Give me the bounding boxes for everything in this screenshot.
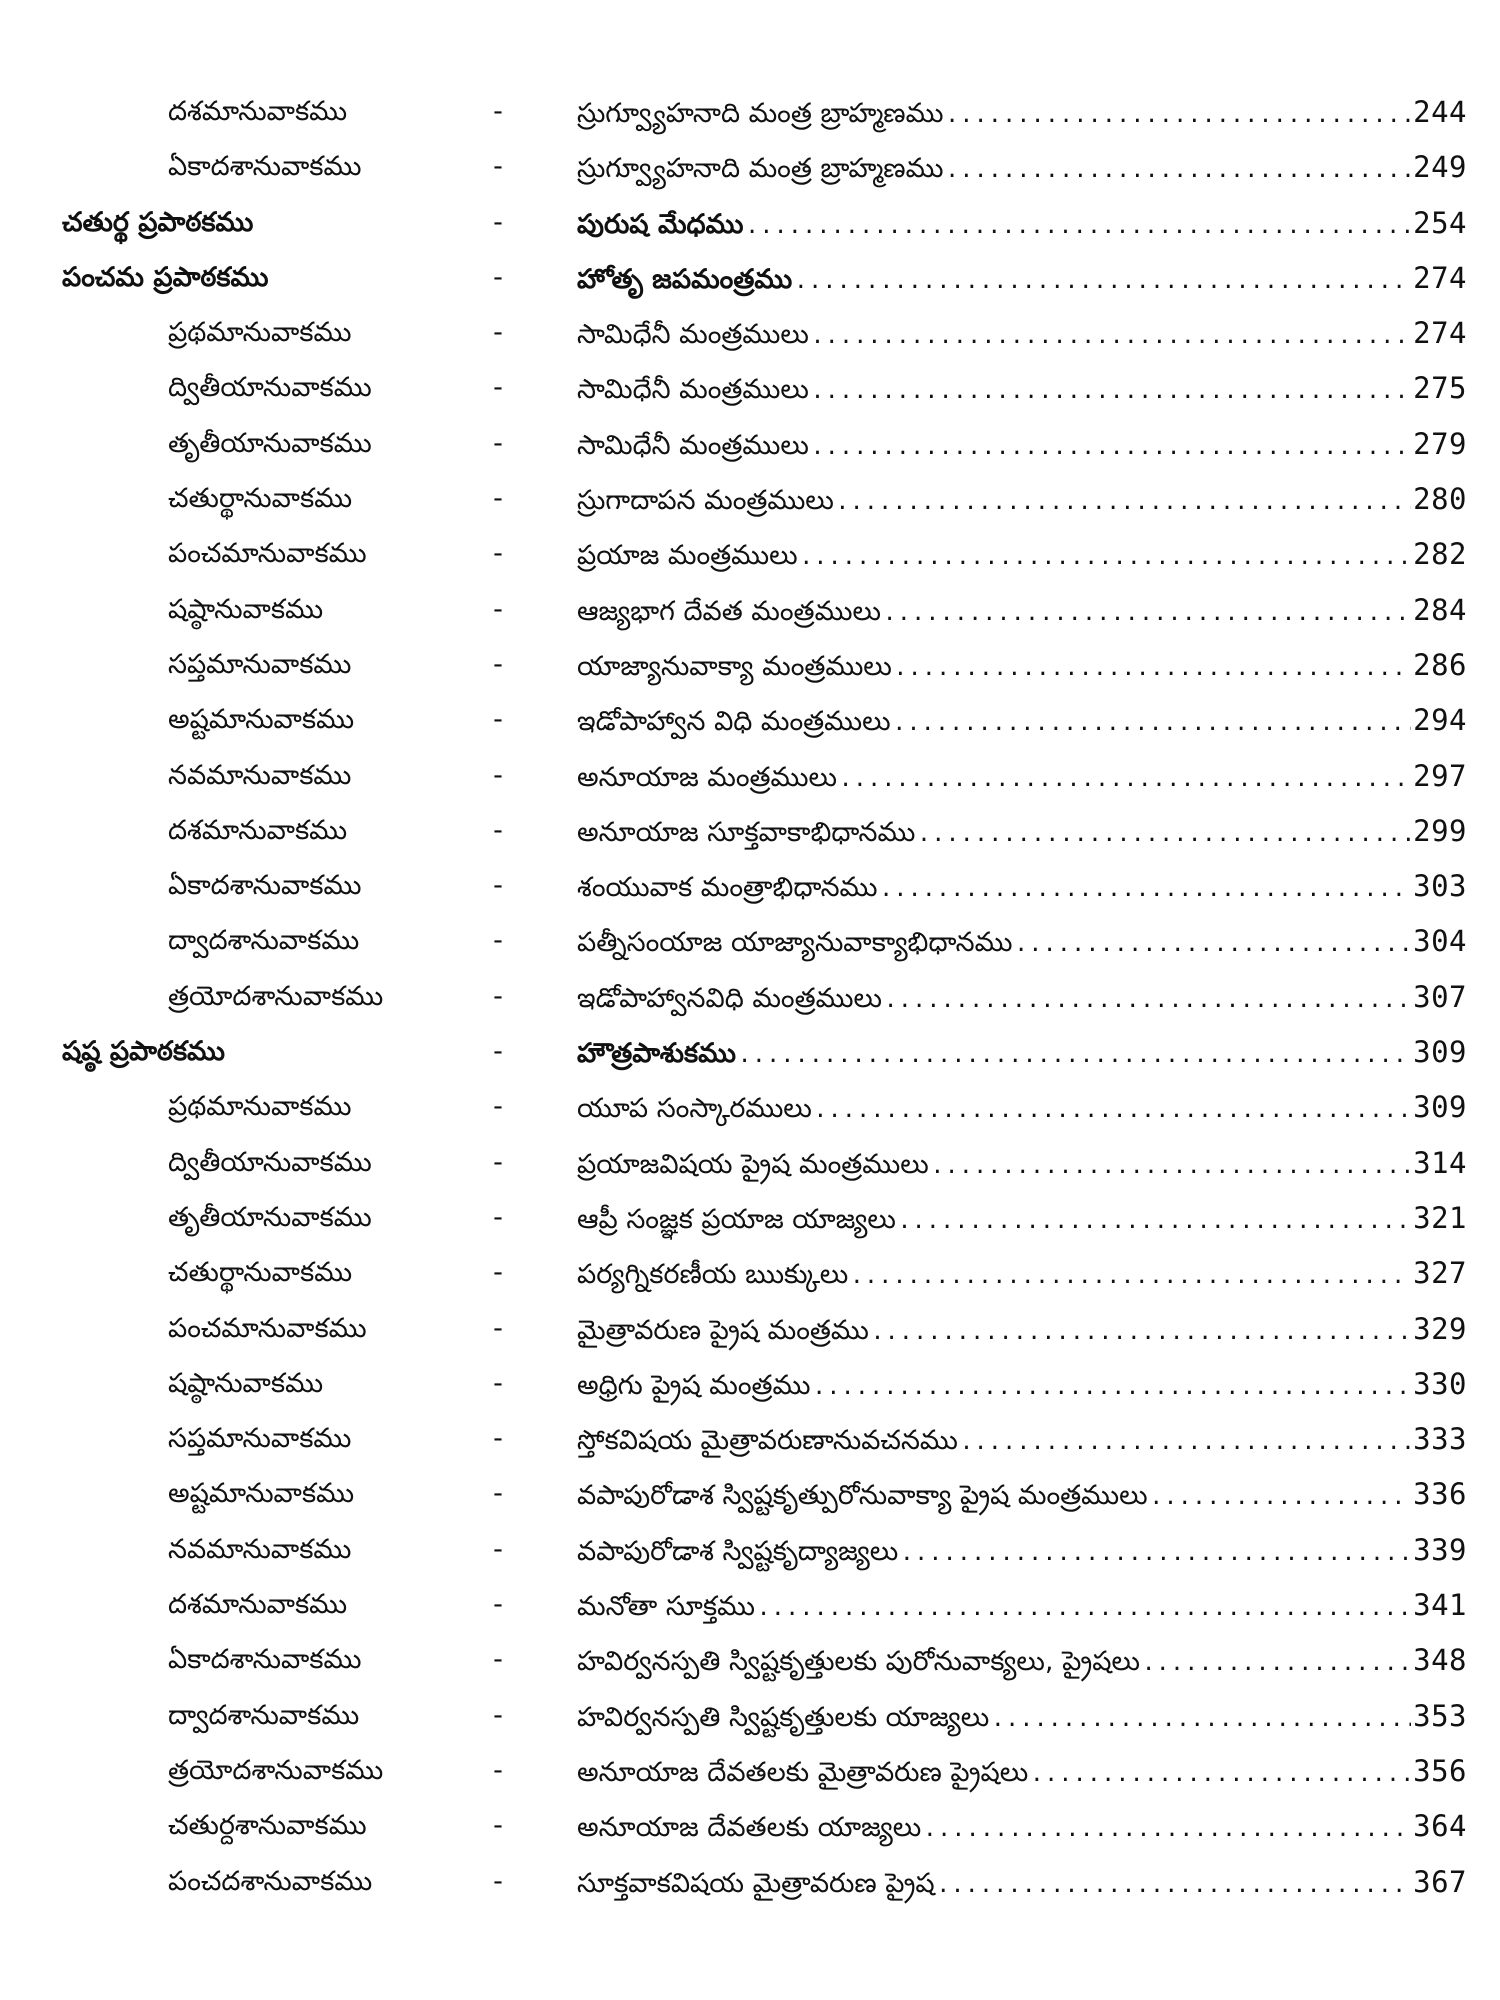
toc-row — [0, 479, 1500, 534]
toc-row — [0, 1806, 1500, 1861]
toc-section-name: సప్తమానువాకము — [168, 1423, 352, 1455]
toc-entry — [577, 977, 1467, 1021]
dot-leader — [746, 207, 1412, 247]
toc-page-number: 336 — [1413, 1477, 1467, 1512]
toc-separator-dash: - — [493, 96, 503, 127]
toc-entry-title: ఆజ్యభాగ దేవత మంత్రములు — [577, 595, 881, 627]
toc-separator-dash: - — [493, 759, 503, 791]
toc-row — [0, 1143, 1500, 1198]
toc-entry-title: అనూయాజ సూక్తవాకాభిధానము — [577, 816, 916, 848]
toc-page-number: 341 — [1413, 1588, 1467, 1623]
toc-entry-title: సామిధేనీ మంత్రములు — [577, 374, 809, 406]
toc-section-name: చతుర్దశానువాకము — [168, 1810, 367, 1842]
toc-entry-title: మనోతా సూక్తము — [577, 1591, 756, 1623]
toc-entry-title: పురుష మేధము — [577, 208, 744, 240]
toc-separator-dash: - — [493, 206, 503, 238]
toc-entry-title: పర్యగ్నికరణీయ ఋక్కులు — [577, 1259, 849, 1291]
toc-entry — [577, 1751, 1467, 1795]
toc-section-name: షష్ఠానువాకము — [168, 1367, 324, 1399]
toc-separator-dash: - — [493, 1589, 503, 1621]
toc-entry-title: అనూయాజ మంత్రములు — [577, 761, 837, 793]
toc-separator-dash: - — [493, 648, 503, 680]
dot-leader — [917, 815, 1411, 855]
dot-leader — [814, 1091, 1411, 1131]
dot-leader — [811, 372, 1411, 412]
toc-separator-dash: - — [493, 151, 503, 183]
toc-separator-dash: - — [493, 1423, 503, 1455]
toc-separator-dash: - — [493, 1810, 503, 1842]
toc-page-number: 254 — [1413, 205, 1467, 240]
toc-row — [0, 534, 1500, 589]
toc-separator-dash: - — [493, 1036, 503, 1068]
toc-separator-dash: - — [493, 814, 503, 846]
toc-page-number: 367 — [1413, 1864, 1467, 1899]
dot-leader — [850, 1257, 1411, 1297]
toc-section-name: ద్వితీయానువాకము — [168, 372, 372, 404]
toc-section-name: తృతీయానువాకము — [168, 427, 372, 459]
toc-page-number: 274 — [1413, 316, 1467, 351]
toc-entry-title: హోతృ జపమంత్రము — [577, 263, 793, 295]
toc-row — [0, 1640, 1500, 1695]
toc-section-name: చతుర్థానువాకము — [168, 1257, 353, 1289]
toc-separator-dash: - — [493, 1478, 503, 1510]
toc-page-number: 364 — [1413, 1809, 1467, 1844]
toc-entry — [577, 479, 1467, 523]
toc-page-number: 244 — [1413, 95, 1467, 129]
toc-row — [0, 368, 1500, 423]
toc-section-name: త్రయోదశానువాకము — [168, 1754, 384, 1786]
toc-page-number: 279 — [1413, 426, 1467, 461]
toc-entry — [577, 1253, 1467, 1297]
toc-section-name: నవమానువాకము — [168, 759, 352, 791]
toc-row — [0, 1474, 1500, 1529]
toc-entry — [577, 645, 1467, 689]
toc-entry-title: స్తోకవిషయ మైత్రావరుణానువచనము — [577, 1425, 958, 1457]
toc-entry — [577, 756, 1467, 800]
toc-page-number: 280 — [1413, 482, 1467, 517]
toc-entry-title: ఇడోపాహ్వాన విధి మంత్రములు — [577, 706, 891, 738]
toc-entry — [577, 1530, 1467, 1574]
toc-section-name: పంచమానువాకము — [168, 1312, 367, 1344]
toc-separator-dash: - — [493, 538, 503, 570]
toc-entry-title: శంయువాక మంత్రాభిధానము — [577, 872, 878, 904]
dot-leader — [879, 870, 1411, 910]
toc-entry-title: అనూయాజ దేవతలకు యాజ్యలు — [577, 1812, 922, 1844]
dot-leader — [991, 1700, 1411, 1740]
toc-entry — [577, 258, 1467, 302]
toc-entry-title: హవిర్వనస్పతి స్విష్టకృత్తులకు యాజ్యలు — [577, 1701, 990, 1733]
toc-entry-title: వపాపురోడాశ స్విష్టకృత్పురోనువాక్యా ప్రైష మంత్రములు — [577, 1480, 1148, 1512]
toc-page-number: 304 — [1413, 924, 1467, 959]
toc-entry — [577, 368, 1467, 412]
toc-page-number: 299 — [1413, 813, 1467, 848]
toc-section-heading — [0, 258, 1500, 313]
toc-section-name: దశమానువాకము — [168, 96, 348, 127]
toc-entry — [577, 700, 1467, 744]
toc-entry-title: వపాపురోడాశ స్విష్టకృద్యాజ్యలు — [577, 1535, 899, 1567]
toc-entry — [577, 1419, 1467, 1463]
toc-entry-title: యూప సంస్కారములు — [577, 1093, 812, 1125]
dot-leader — [800, 538, 1412, 578]
toc-entry-title: అధ్రిగు ప్రైష మంత్రము — [577, 1369, 811, 1401]
toc-row — [0, 977, 1500, 1032]
toc-row — [0, 590, 1500, 645]
toc-section-name: చతుర్థ ప్రపాఠకము — [62, 206, 254, 238]
toc-row — [0, 1696, 1500, 1751]
dot-leader — [884, 981, 1411, 1021]
dot-leader — [811, 428, 1411, 468]
toc-page-number: 274 — [1413, 260, 1467, 295]
toc-row — [0, 1530, 1500, 1585]
toc-section-name: ఏకాదశానువాకము — [168, 870, 362, 902]
toc-entry — [577, 811, 1467, 855]
toc-page-number: 284 — [1413, 592, 1467, 627]
dot-leader — [811, 317, 1411, 357]
toc-section-name: ద్వాదశానువాకము — [168, 925, 360, 957]
toc-section-name: దశమానువాకము — [168, 1589, 348, 1621]
dot-leader — [898, 1202, 1411, 1242]
toc-entry — [577, 1696, 1467, 1740]
toc-entry — [577, 1585, 1467, 1629]
toc-separator-dash: - — [493, 1699, 503, 1731]
toc-entry — [577, 92, 1467, 136]
toc-entry-title: సామిధేనీ మంత్రములు — [577, 319, 809, 351]
toc-entry-title: ఇడోపాహ్వానవిధి మంత్రములు — [577, 982, 882, 1014]
dot-leader — [900, 1534, 1411, 1574]
toc-page-number: 356 — [1413, 1753, 1467, 1788]
toc-separator-dash: - — [493, 1201, 503, 1233]
toc-section-name: చతుర్థానువాకము — [168, 483, 353, 515]
toc-separator-dash: - — [493, 317, 503, 349]
dot-leader — [946, 151, 1412, 191]
toc-page-number: 327 — [1413, 1256, 1467, 1291]
toc-page-number: 307 — [1413, 979, 1467, 1014]
toc-page-number: 309 — [1413, 1035, 1467, 1070]
toc-row — [0, 756, 1500, 811]
toc-entry-title: హవిర్వనస్పతి స్విష్టకృత్తులకు పురోనువాక్యలు, ప్రైషలు — [577, 1646, 1140, 1678]
toc-row — [0, 313, 1500, 368]
dot-leader — [946, 96, 1412, 136]
toc-row — [0, 700, 1500, 755]
dot-leader — [1014, 925, 1411, 965]
toc-row — [0, 424, 1500, 479]
toc-entry-title: స్రుగ్వ్యూహనాది మంత్ర బ్రాహ్మణము — [577, 98, 944, 129]
toc-separator-dash: - — [493, 593, 503, 625]
toc-separator-dash: - — [493, 261, 503, 293]
toc-entry — [577, 1087, 1467, 1131]
toc-row — [0, 645, 1500, 700]
toc-entry — [577, 866, 1467, 910]
toc-separator-dash: - — [493, 980, 503, 1012]
toc-row — [0, 1198, 1500, 1253]
toc-separator-dash: - — [493, 1533, 503, 1565]
toc-section-name: నవమానువాకము — [168, 1533, 352, 1565]
toc-section-name: పంచదశానువాకము — [168, 1865, 373, 1897]
dot-leader — [839, 760, 1411, 800]
toc-row — [0, 921, 1500, 976]
toc-section-name: ద్వాదశానువాకము — [168, 1699, 360, 1731]
toc-entry — [577, 1143, 1467, 1187]
toc-entry — [577, 1309, 1467, 1353]
dot-leader — [960, 1423, 1411, 1463]
toc-row — [0, 1253, 1500, 1308]
toc-entry-title: స్రుగాదాపన మంత్రములు — [577, 485, 834, 517]
dot-leader — [1142, 1644, 1411, 1684]
toc-entry — [577, 1640, 1467, 1684]
toc-page-number: 321 — [1413, 1200, 1467, 1235]
toc-section-name: అష్టమానువాకము — [168, 1478, 355, 1510]
dot-leader — [923, 1810, 1411, 1850]
toc-page-number: 275 — [1413, 371, 1467, 406]
dot-leader — [894, 649, 1411, 689]
toc-separator-dash: - — [493, 372, 503, 404]
toc-row — [0, 1585, 1500, 1640]
toc-separator-dash: - — [493, 704, 503, 736]
toc-entry-title: సూక్తవాకవిషయ మైత్రావరుణ ప్రైష — [577, 1867, 935, 1899]
toc-entry — [577, 1474, 1467, 1518]
toc-section-name: ద్వితీయానువాకము — [168, 1146, 372, 1178]
toc-separator-dash: - — [493, 1146, 503, 1178]
toc-entry — [577, 1364, 1467, 1408]
toc-entry-title: ప్రయాజ మంత్రములు — [577, 540, 798, 572]
toc-separator-dash: - — [493, 1312, 503, 1344]
toc-entry-title: సామిధేనీ మంత్రములు — [577, 429, 809, 461]
toc-entry — [577, 534, 1467, 578]
toc-entry — [577, 921, 1467, 965]
toc-entry-title: ఆప్రీ సంజ్ఞక ప్రయాజ యాజ్యలు — [577, 1203, 896, 1235]
toc-row — [0, 1309, 1500, 1364]
toc-entry-title: పత్నీసంయాజ యాజ్యానువాక్యాభిధానము — [577, 927, 1013, 959]
toc-page-number: 333 — [1413, 1422, 1467, 1457]
toc-page-number: 314 — [1413, 1145, 1467, 1180]
toc-page-number: 353 — [1413, 1698, 1467, 1733]
toc-entry — [577, 1032, 1467, 1076]
toc-separator-dash: - — [493, 1257, 503, 1289]
toc-section-name: ప్రథమానువాకము — [168, 317, 352, 349]
toc-section-name: తృతీయానువాకము — [168, 1201, 372, 1233]
dot-leader — [757, 1589, 1411, 1629]
toc-separator-dash: - — [493, 1091, 503, 1123]
toc-entry — [577, 203, 1467, 247]
toc-row — [0, 1751, 1500, 1806]
toc-section-name: సప్తమానువాకము — [168, 648, 352, 680]
dot-leader — [1030, 1755, 1411, 1795]
toc-entry — [577, 1806, 1467, 1850]
toc-entry — [577, 1862, 1467, 1906]
toc-row — [0, 1087, 1500, 1142]
toc-row — [0, 1862, 1500, 1917]
toc-section-name: ప్రథమానువాకము — [168, 1091, 352, 1123]
toc-separator-dash: - — [493, 925, 503, 957]
toc-page-number: 282 — [1413, 537, 1467, 572]
toc-row — [0, 92, 1500, 147]
toc-entry — [577, 1198, 1467, 1242]
toc-entry-title: ప్రయాజవిషయ ప్రైష మంత్రములు — [577, 1148, 929, 1180]
toc-page-number: 309 — [1413, 1090, 1467, 1125]
toc-section-name: ఏకాదశానువాకము — [168, 1644, 362, 1676]
toc-separator-dash: - — [493, 483, 503, 515]
dot-leader — [836, 483, 1411, 523]
toc-entry — [577, 313, 1467, 357]
toc-row — [0, 811, 1500, 866]
dot-leader — [1150, 1478, 1412, 1518]
dot-leader — [931, 1147, 1411, 1187]
toc-page-number: 348 — [1413, 1643, 1467, 1678]
toc-entry-title: అనూయాజ దేవతలకు మైత్రావరుణ ప్రైషలు — [577, 1756, 1029, 1788]
toc-separator-dash: - — [493, 427, 503, 459]
toc-row — [0, 147, 1500, 202]
toc-section-name: అష్టమానువాకము — [168, 704, 355, 736]
dot-leader — [812, 1368, 1411, 1408]
toc-entry-title: స్రుగ్వ్యూహనాది మంత్ర బ్రాహ్మణము — [577, 153, 944, 185]
toc-separator-dash: - — [493, 1754, 503, 1786]
toc-section-name: ఏకాదశానువాకము — [168, 151, 362, 183]
toc-separator-dash: - — [493, 870, 503, 902]
toc-page-number: 329 — [1413, 1311, 1467, 1346]
toc-separator-dash: - — [493, 1367, 503, 1399]
dot-leader — [893, 704, 1412, 744]
toc-page-number: 286 — [1413, 647, 1467, 682]
toc-section-heading — [0, 1032, 1500, 1087]
toc-entry — [577, 590, 1467, 634]
toc-page-number: 303 — [1413, 869, 1467, 904]
toc-separator-dash: - — [493, 1865, 503, 1897]
toc-entry — [577, 424, 1467, 468]
dot-leader — [937, 1866, 1411, 1906]
toc-section-name: పంచమ ప్రపాఠకము — [62, 261, 269, 293]
toc-entry-title: మైత్రావరుణ ప్రైష మంత్రము — [577, 1314, 869, 1346]
toc-section-name: దశమానువాకము — [168, 814, 348, 846]
toc-page-number: 249 — [1413, 150, 1467, 185]
dot-leader — [794, 262, 1411, 302]
toc-page-number: 330 — [1413, 1366, 1467, 1401]
dot-leader — [871, 1313, 1411, 1353]
toc-section-name: పంచమానువాకము — [168, 538, 367, 570]
toc-page-number: 339 — [1413, 1532, 1467, 1567]
toc-section-name: షష్ఠానువాకము — [168, 593, 324, 625]
toc-separator-dash: - — [493, 1644, 503, 1676]
toc-entry-title: హౌత్రపాశుకము — [577, 1038, 737, 1070]
toc-row — [0, 1364, 1500, 1419]
toc-row — [0, 1419, 1500, 1474]
toc-entry-title: యాజ్యానువాక్యా మంత్రములు — [577, 650, 892, 682]
toc-page-number: 297 — [1413, 758, 1467, 793]
dot-leader — [883, 594, 1411, 634]
toc-page-number: 294 — [1413, 703, 1467, 738]
toc-section-name: త్రయోదశానువాకము — [168, 980, 384, 1012]
toc-section-name: షష్ఠ ప్రపాఠకము — [62, 1036, 225, 1068]
table-of-contents — [0, 92, 1500, 1917]
toc-row — [0, 866, 1500, 921]
dot-leader — [738, 1036, 1411, 1076]
toc-entry — [577, 147, 1467, 191]
toc-section-heading — [0, 203, 1500, 258]
